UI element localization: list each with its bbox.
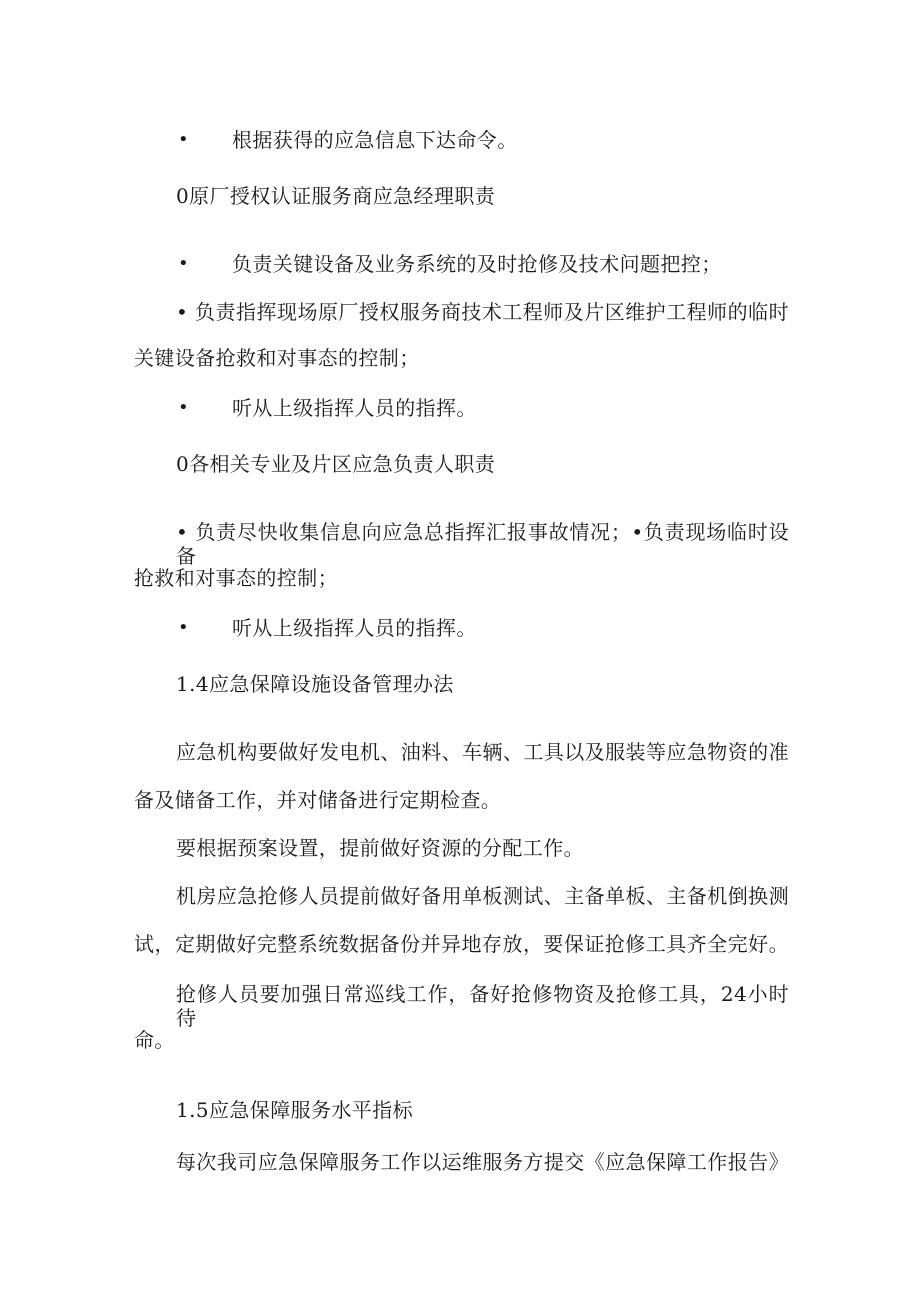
paragraph-line: 关键设备抢救和对事态的控制；: [134, 346, 420, 370]
paragraph-line: • 负责尽快收集信息向应急总指挥汇报事故情况；•负责现场临时设备: [176, 520, 789, 568]
bullet-marker: •: [178, 397, 189, 418]
paragraph-line: 每次我司应急保障服务工作以运维服务方提交《应急保障工作报告》: [176, 1150, 789, 1174]
bullet-marker: •: [178, 617, 189, 638]
bullet-item-text: 听从上级指挥人员的指挥。: [232, 396, 477, 420]
paragraph-line: 备及储备工作，并对储备进行定期检查。: [134, 788, 502, 812]
section-heading: 1.4应急保障设施设备管理办法: [176, 672, 454, 696]
paragraph-line: 应急机构要做好发电机、油料、车辆、工具以及服装等应急物资的准: [176, 740, 789, 764]
section-heading: 0各相关专业及片区应急负责人职责: [176, 452, 496, 476]
paragraph-line: 机房应急抢修人员提前做好备用单板测试、主备单板、主备机倒换测: [176, 884, 789, 908]
bullet-marker: •: [178, 253, 189, 274]
paragraph-line: 要根据预案设置，提前做好资源的分配工作。: [176, 836, 584, 860]
bullet-item-text: 负责关键设备及业务系统的及时抢修及技术问题把控；: [232, 252, 722, 276]
paragraph-line: 抢修人员要加强日常巡线工作，备好抢修物资及抢修工具，24小时待: [176, 982, 789, 1030]
section-heading: 0原厂授权认证服务商应急经理职责: [176, 184, 496, 208]
paragraph-line: • 负责指挥现场原厂授权服务商技术工程师及片区维护工程师的临时: [176, 300, 789, 324]
bullet-item-text: 听从上级指挥人员的指挥。: [232, 616, 477, 640]
section-heading: 1.5应急保障服务水平指标: [176, 1098, 414, 1122]
paragraph-line: 抢救和对事态的控制；: [134, 566, 338, 590]
paragraph-line: 命。: [134, 1028, 175, 1052]
bullet-item-text: 根据获得的应急信息下达命令。: [232, 128, 518, 152]
bullet-marker: •: [178, 129, 189, 150]
paragraph-line: 试，定期做好完整系统数据备份并异地存放，要保证抢修工具齐全完好。: [134, 932, 789, 956]
